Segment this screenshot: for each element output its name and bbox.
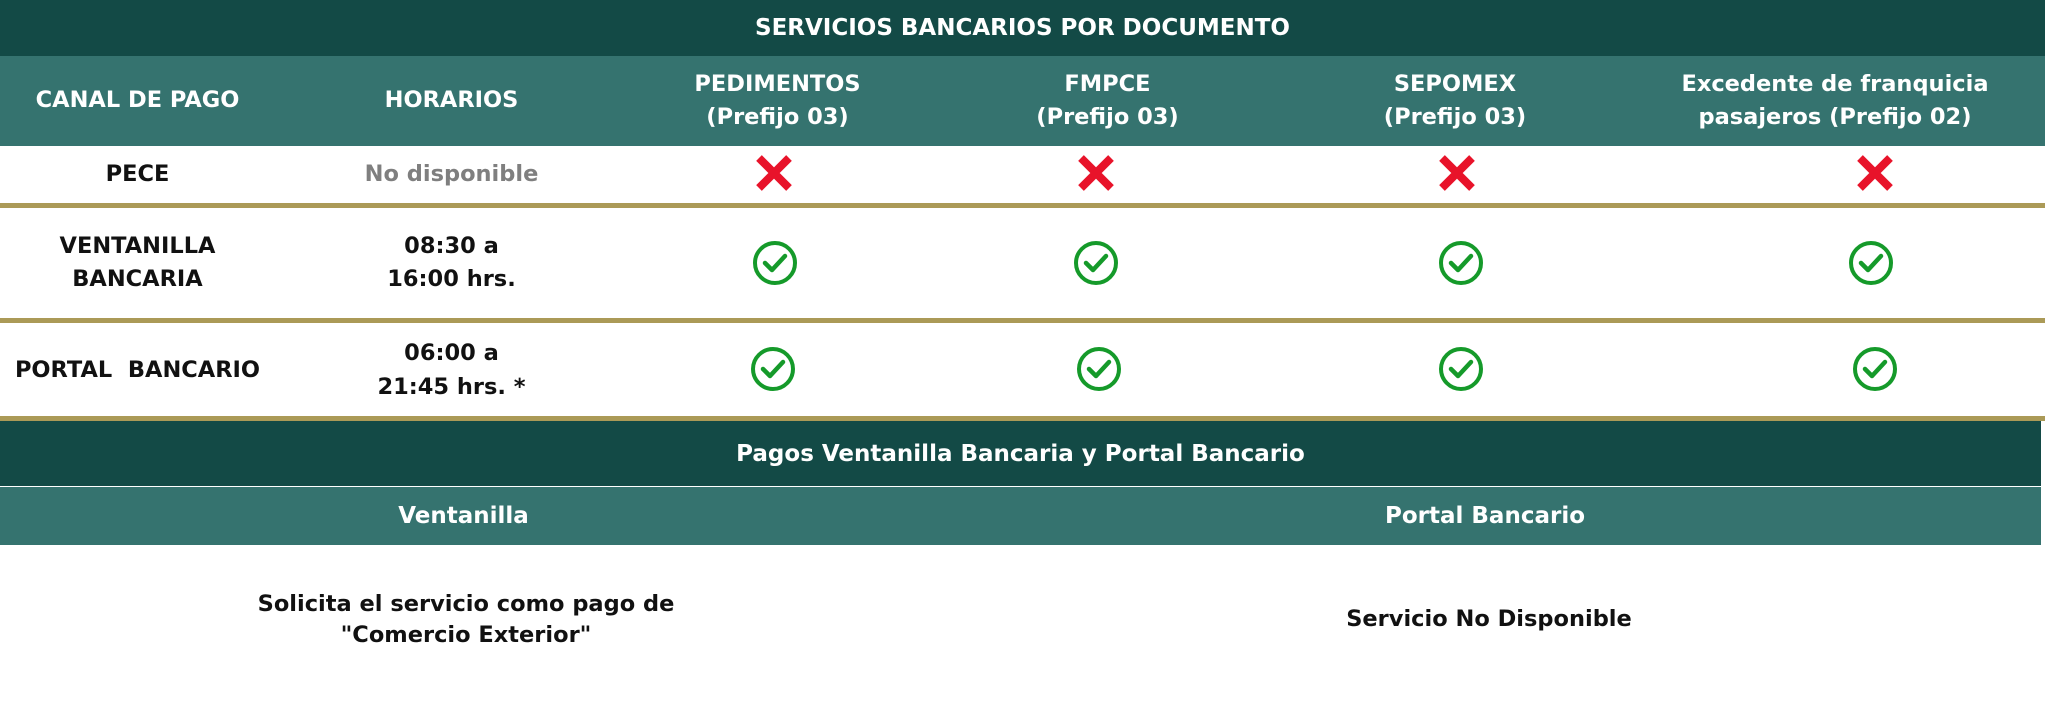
header-canal-label: CANAL DE PAGO [35,87,240,114]
header-fmpce [960,56,1255,146]
ventanilla-instructions [200,575,732,665]
cross-icon [1437,153,1477,193]
header-sepomex-line2: (Prefijo 03) [1383,104,1527,130]
row-portal-canal [0,323,275,418]
header-excedente-line2: pasajeros (Prefijo 02) [1698,104,1972,130]
ventanilla-instructions-line2: "Comercio Exterior" [340,622,592,648]
header-horarios-label: HORARIOS [384,87,519,114]
row-ventanilla-canal [0,208,275,318]
ventanilla-instructions-line1: Solicita el servicio como pago de [257,590,675,617]
check-circle-icon [1852,346,1898,392]
cross-icon [754,153,794,193]
check-circle-icon [752,240,798,286]
row-pece-canal [0,146,275,203]
row-pece-horario [305,146,598,203]
header-ventanilla-label: Ventanilla [398,502,529,529]
header-ventanilla [0,487,927,545]
row-portal-horario-line2: 21:45 hrs. * [377,373,526,400]
row-ventanilla-horario-line2: 16:00 hrs. [387,266,516,292]
header-sepomex [1310,56,1600,146]
row-pece-horario-label: No disponible [364,160,539,187]
row-ventanilla-canal-line2: BANCARIA [72,266,203,292]
portal-status [1250,595,1728,645]
row-portal-horario-line1: 06:00 a [404,340,499,367]
header-pedimentos-line2: (Prefijo 03) [706,104,849,130]
check-circle-icon [1848,240,1894,286]
check-circle-icon [1076,346,1122,392]
header-excedente [1655,56,2015,146]
header-horarios [305,56,598,146]
payments-title-text: Pagos Ventanilla Bancaria y Portal Bancario [736,440,1305,467]
header-excedente-line1: Excedente de franquicia [1681,70,1989,97]
header-pedimentos [640,56,915,146]
header-portal-label: Portal Bancario [1384,502,1585,529]
section-edge [2041,421,2045,545]
row-portal-horario [305,323,598,418]
row-ventanilla-horario [305,208,598,318]
check-circle-icon [1073,240,1119,286]
header-canal-de-pago [0,56,275,146]
check-circle-icon [750,346,796,392]
row-portal-canal-label: PORTAL BANCARIO [14,356,261,383]
check-circle-icon [1438,346,1484,392]
header-pedimentos-line1: PEDIMENTOS [694,70,861,97]
table-title [0,0,2045,56]
table-title-text: SERVICIOS BANCARIOS POR DOCUMENTO [755,15,1290,41]
check-circle-icon [1438,240,1484,286]
portal-status-label: Servicio No Disponible [1346,606,1632,633]
cross-icon [1855,153,1895,193]
row-ventanilla-horario-line1: 08:30 a [404,232,499,259]
header-sepomex-line1: SEPOMEX [1393,70,1517,97]
payments-title [0,421,2041,486]
cross-icon [1076,153,1116,193]
header-fmpce-line2: (Prefijo 03) [1036,104,1179,130]
header-portal-bancario [1000,487,1970,545]
header-fmpce-line1: FMPCE [1064,70,1151,97]
row-pece-canal-label: PECE [105,160,170,187]
row-ventanilla-canal-line1: VENTANILLA [59,232,216,259]
